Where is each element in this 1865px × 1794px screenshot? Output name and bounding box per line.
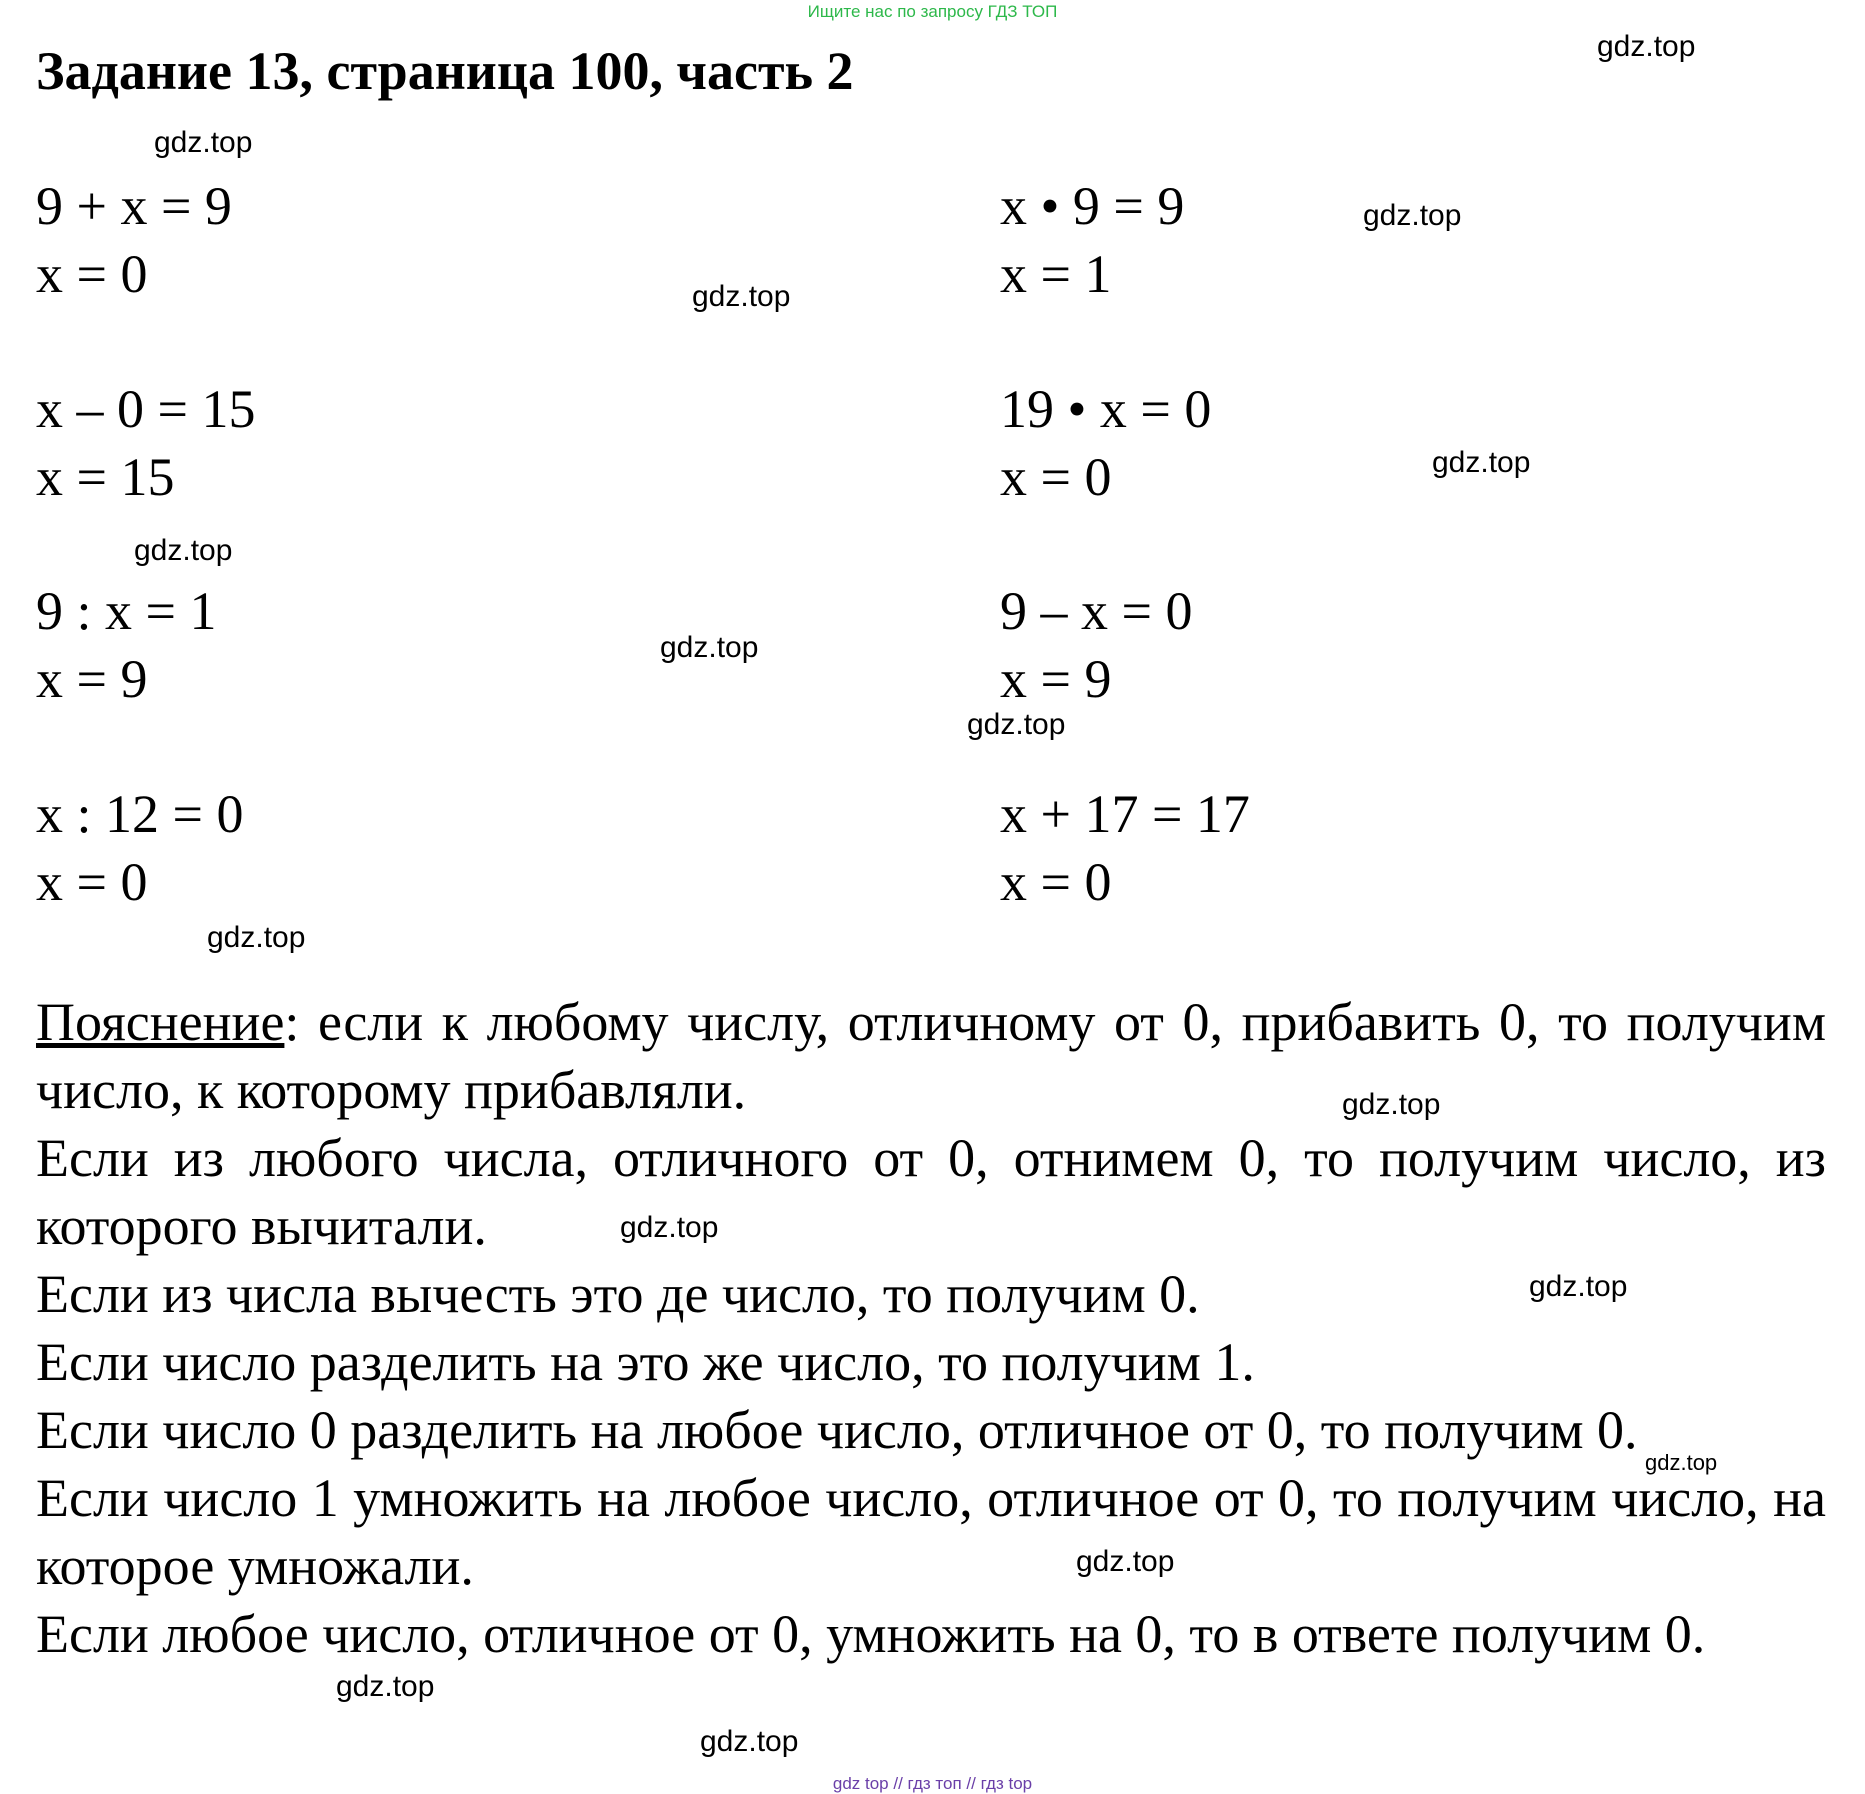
equation-answer: x = 0 [36,852,148,912]
page-title: Задание 13, страница 100, часть 2 [36,41,854,101]
footer-link[interactable]: gdz top [832,1774,889,1793]
watermark: gdz.top [336,1670,435,1703]
equation-answer: x = 0 [36,244,148,304]
watermark: gdz.top [1432,446,1531,479]
equation-answer: x = 1 [1000,244,1112,304]
equation-problem: 9 : x = 1 [36,581,217,641]
explanation-paragraph: Если из любого числа, отличного от 0, отнимем 0, то получим число, из которого вычитали. [36,1128,1826,1256]
explanation-paragraph: Если из числа вычесть это де число, то получим 0. [36,1264,1200,1324]
watermark: gdz.top [620,1211,719,1244]
footer-separator: // [966,1774,976,1793]
equation-block [36,375,255,511]
explanation-paragraph: Если число разделить на это же число, то получим 1. [36,1332,1255,1392]
watermark: gdz.top [660,631,759,664]
footer-link[interactable]: гдз топ [907,1774,962,1793]
equation-problem: 9 – x = 0 [1000,581,1193,641]
equation-answer: x = 15 [36,447,175,507]
equation-answer: x = 0 [1000,852,1112,912]
equation-answer: x = 9 [1000,649,1112,709]
equation-answer: x = 0 [1000,447,1112,507]
footer-separator: // [893,1774,903,1793]
footer [0,1774,1865,1794]
watermark: gdz.top [1076,1545,1175,1578]
explanation-label: Пояснение [36,992,285,1052]
equation-block [1000,577,1192,713]
watermark: gdz.top [1597,30,1696,63]
equation-problem: x : 12 = 0 [36,784,244,844]
watermark: gdz.top [207,921,306,954]
equation-answer: x = 9 [36,649,148,709]
equation-problem: 9 + x = 9 [36,176,232,236]
explanation-paragraph: Если число 0 разделить на любое число, отличное от 0, то получим 0. [36,1400,1638,1460]
equation-block [1000,375,1211,511]
watermark: gdz.top [1645,1450,1718,1475]
watermark: gdz.top [1363,199,1462,232]
equation-problem: x • 9 = 9 [1000,176,1185,236]
top-banner: Ищите нас по запросу ГДЗ ТОП [807,2,1058,21]
watermark: gdz.top [700,1725,799,1758]
watermark: gdz.top [1342,1088,1441,1121]
equation-block [36,577,216,713]
explanation-paragraph: Если число 1 умножить на любое число, отличное от 0, то получим число, на которое умножали. [36,1468,1826,1596]
equation-block [36,172,232,308]
equation-problem: x + 17 = 17 [1000,784,1250,844]
explanation-paragraph: Пояснение: если к любому числу, отличному от 0, прибавить 0, то получим число, к которому прибавляли. [36,992,1826,1120]
watermark: gdz.top [154,126,253,159]
explanation [36,988,1826,1668]
watermark: gdz.top [134,534,233,567]
explanation-paragraph: Если любое число, отличное от 0, умножить на 0, то в ответе получим 0. [36,1604,1706,1664]
watermark: gdz.top [1529,1270,1628,1303]
footer-link[interactable]: гдз top [980,1774,1033,1793]
equation-block [36,780,243,916]
watermark: gdz.top [692,280,791,313]
equation-block [1000,780,1250,916]
equation-problem: 19 • x = 0 [1000,379,1212,439]
watermark: gdz.top [967,708,1066,741]
equation-problem: x – 0 = 15 [36,379,256,439]
equation-block [1000,172,1184,308]
